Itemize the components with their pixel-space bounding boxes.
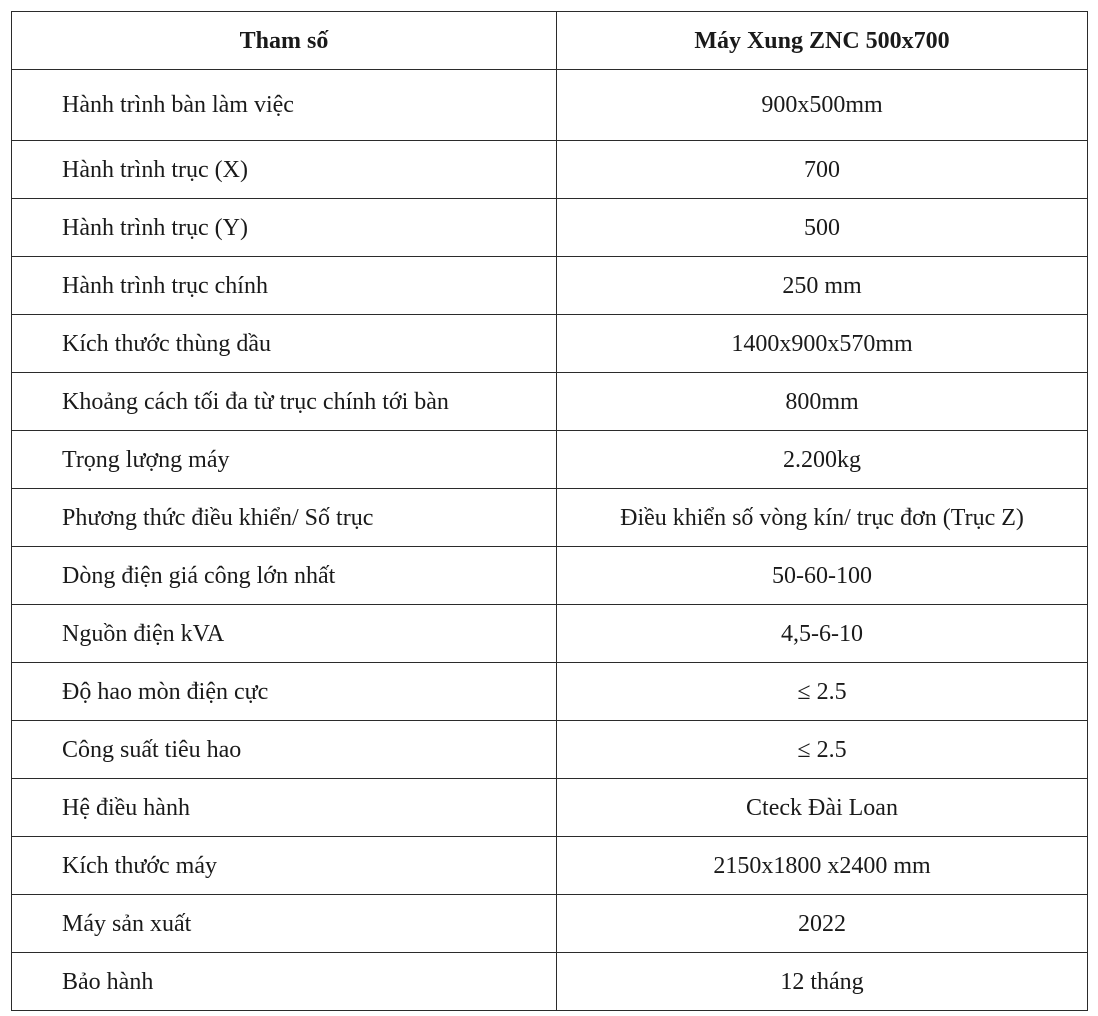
table-row — [12, 315, 1088, 373]
param-name: Trọng lượng máy — [12, 431, 557, 489]
param-value: Điều khiển số vòng kín/ trục đơn (Trục Z) — [557, 489, 1088, 547]
param-name: Hành trình trục (X) — [12, 141, 557, 199]
param-value: 2.200kg — [557, 431, 1088, 489]
table-row — [12, 605, 1088, 663]
param-name: Phương thức điều khiển/ Số trục — [12, 489, 557, 547]
param-name: Bảo hành — [12, 953, 557, 1011]
param-value: 500 — [557, 199, 1088, 257]
param-name: Kích thước máy — [12, 837, 557, 895]
param-name: Hành trình trục (Y) — [12, 199, 557, 257]
table-row — [12, 837, 1088, 895]
table-row — [12, 547, 1088, 605]
param-name: Hành trình bàn làm việc — [12, 70, 557, 141]
table-row — [12, 489, 1088, 547]
param-value: ≤ 2.5 — [557, 663, 1088, 721]
param-value: 2022 — [557, 895, 1088, 953]
param-value: 50-60-100 — [557, 547, 1088, 605]
param-name: Nguồn điện kVA — [12, 605, 557, 663]
param-value: 2150x1800 x2400 mm — [557, 837, 1088, 895]
param-name: Khoảng cách tối đa từ trục chính tới bàn — [12, 373, 557, 431]
table-row — [12, 70, 1088, 141]
table-row — [12, 721, 1088, 779]
param-name: Độ hao mòn điện cực — [12, 663, 557, 721]
spec-table — [11, 11, 1088, 1011]
table-row — [12, 895, 1088, 953]
table-row — [12, 779, 1088, 837]
param-value: 800mm — [557, 373, 1088, 431]
param-name: Kích thước thùng dầu — [12, 315, 557, 373]
param-value: 4,5-6-10 — [557, 605, 1088, 663]
param-name: Dòng điện giá công lớn nhất — [12, 547, 557, 605]
header-machine-model: Máy Xung ZNC 500x700 — [557, 12, 1088, 70]
param-name: Hành trình trục chính — [12, 257, 557, 315]
param-name: Hệ điều hành — [12, 779, 557, 837]
param-value: ≤ 2.5 — [557, 721, 1088, 779]
param-value: 12 tháng — [557, 953, 1088, 1011]
table-row — [12, 257, 1088, 315]
param-value: 250 mm — [557, 257, 1088, 315]
param-name: Máy sản xuất — [12, 895, 557, 953]
param-value: Cteck Đài Loan — [557, 779, 1088, 837]
param-value: 700 — [557, 141, 1088, 199]
param-value: 900x500mm — [557, 70, 1088, 141]
table-row — [12, 141, 1088, 199]
table-row — [12, 431, 1088, 489]
table-row — [12, 373, 1088, 431]
param-value: 1400x900x570mm — [557, 315, 1088, 373]
param-name: Công suất tiêu hao — [12, 721, 557, 779]
table-row — [12, 663, 1088, 721]
table-row — [12, 953, 1088, 1011]
table-row — [12, 199, 1088, 257]
header-parameter: Tham số — [12, 12, 557, 70]
table-header-row — [12, 12, 1088, 70]
